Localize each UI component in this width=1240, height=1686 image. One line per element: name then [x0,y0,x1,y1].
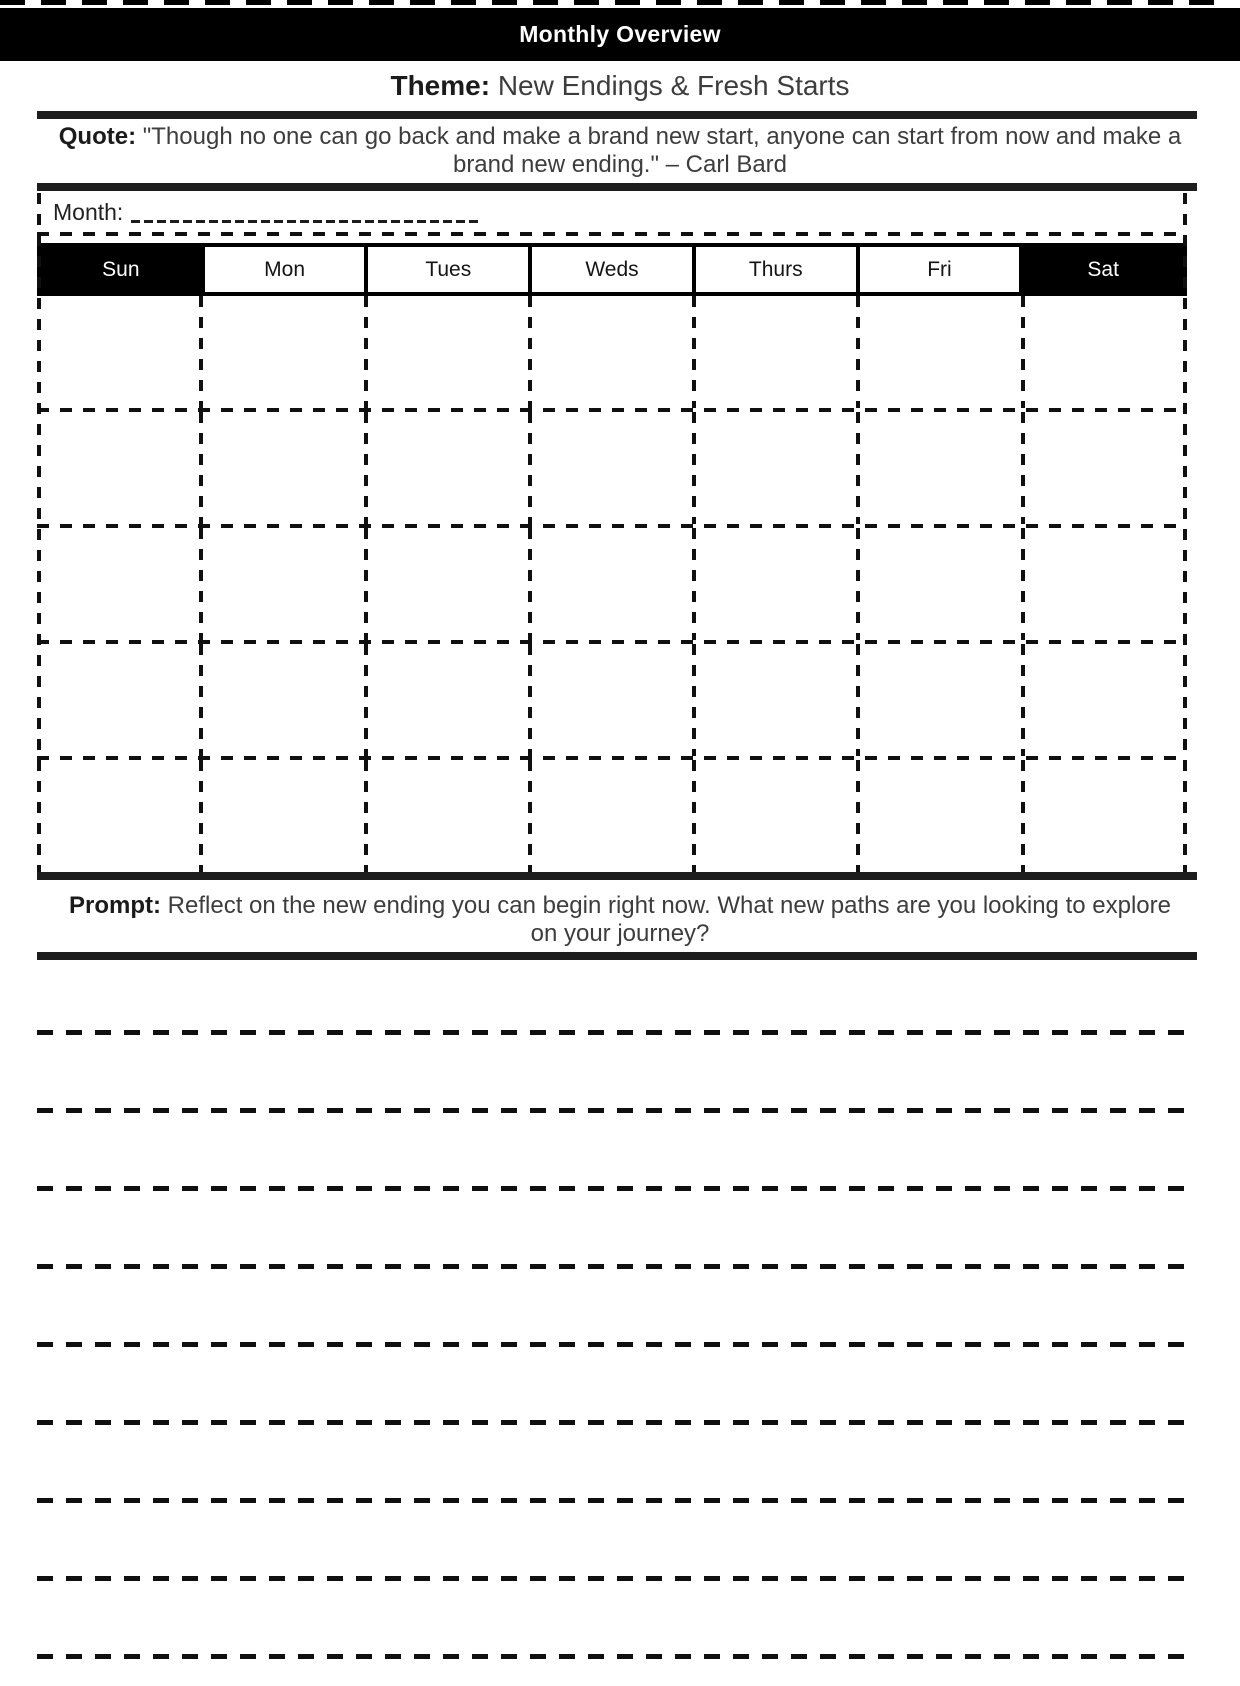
calendar-cell [201,644,365,756]
calendar-cell [366,760,530,872]
header-gap [37,236,1187,243]
theme-label: Theme: [390,70,491,101]
calendar-cell [1023,528,1187,640]
calendar-cell [1023,412,1187,524]
calendar-cell [858,760,1022,872]
week-row [37,412,1187,524]
calendar-cell [530,644,694,756]
week-row [37,296,1187,408]
calendar-cell [366,296,530,408]
theme-row [0,61,1240,111]
divider-under-prompt [37,952,1197,960]
calendar-cell [530,760,694,872]
quote-row [0,119,1240,183]
month-row [37,191,1187,232]
prompt-row [0,880,1240,952]
calendar-cell [1023,760,1187,872]
calendar-cell [530,528,694,640]
calendar-cell [1023,296,1187,408]
writing-line [37,1654,1190,1659]
writing-line [37,1576,1190,1581]
day-header-thurs: Thurs [692,243,860,296]
quote-label: Quote: [58,123,137,150]
week-row [37,760,1187,872]
page-title: Monthly Overview [519,21,721,47]
calendar-cell [694,528,858,640]
quote-text: "Though no one can go back and make a brand new start, anyone can start from now and make a brand new ending." – Carl Bard [142,123,1182,178]
calendar-cell [858,412,1022,524]
day-header-weds: Weds [528,243,696,296]
calendar-cell [37,296,201,408]
calendar-cell [37,528,201,640]
notes-section [0,1030,1240,1659]
calendar-cell [530,412,694,524]
day-header-mon: Mon [201,243,369,296]
calendar-cell [37,412,201,524]
calendar-cell [37,760,201,872]
page-header-bar [0,8,1240,61]
day-header-row [37,243,1187,296]
divider-under-calendar [37,872,1197,880]
day-header-sun: Sun [37,243,205,296]
top-edge-dashed-line [0,0,1216,5]
calendar-cell [694,760,858,872]
writing-line [37,1186,1190,1191]
theme-text: New Endings & Fresh Starts [497,70,850,101]
writing-line [37,1342,1190,1347]
day-header-fri: Fri [856,243,1024,296]
calendar-cell [366,528,530,640]
calendar-cell [858,644,1022,756]
writing-line [37,1420,1190,1425]
prompt-text: Reflect on the new ending you can begin right now. What new paths are you looking to explore on your journey? [167,892,1171,947]
week-row [37,528,1187,640]
calendar-cell [201,296,365,408]
writing-line [37,1498,1190,1503]
prompt-label: Prompt: [69,892,161,919]
calendar-cell [858,528,1022,640]
month-fill-in-line [131,220,481,223]
week-row [37,644,1187,756]
calendar-cell [694,644,858,756]
calendar-cell [530,296,694,408]
month-label: Month: [53,199,124,225]
calendar-cell [201,412,365,524]
calendar-cell [201,760,365,872]
calendar-cell [694,412,858,524]
writing-line [37,1264,1190,1269]
divider-under-theme [37,111,1197,119]
day-header-tues: Tues [364,243,532,296]
divider-under-quote [37,183,1197,191]
calendar-cell [366,412,530,524]
calendar [37,191,1187,872]
writing-line [37,1108,1190,1113]
day-header-sat: Sat [1019,243,1187,296]
calendar-cell [37,644,201,756]
calendar-cell [366,644,530,756]
writing-line [37,1030,1190,1035]
calendar-grid [37,296,1187,872]
calendar-cell [858,296,1022,408]
calendar-cell [1023,644,1187,756]
calendar-cell [201,528,365,640]
calendar-cell [694,296,858,408]
